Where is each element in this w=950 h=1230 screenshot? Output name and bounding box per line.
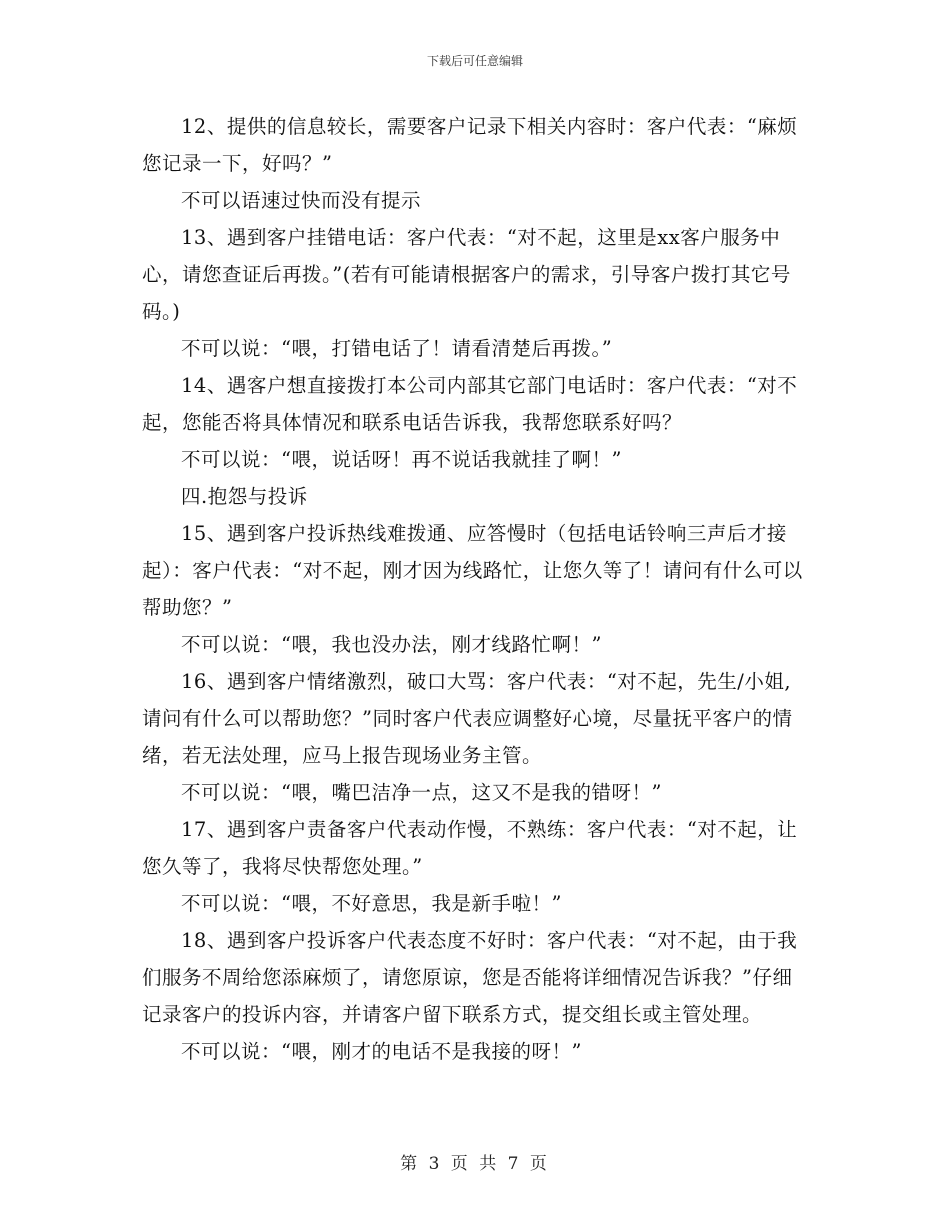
document-body xyxy=(142,108,810,1070)
paragraph-18-dont: 不可以说：“喂，刚才的电话不是我接的呀！” xyxy=(181,1040,582,1063)
paragraph-13: 13、遇到客户挂错电话：客户代表：“对不起，这里是xx客户服务中心，请您查证后再拨。”(若有可能请根据客户的需求，引导客户拨打其它号码。) xyxy=(142,226,791,323)
paragraph-18: 18、遇到客户投诉客户代表态度不好时：客户代表：“对不起，由于我们服务不周给您添麻烦了，请您原谅，您是否能将详细情况告诉我？”仔细记录客户的投诉内容，并请客户留下联系方式，提交组长或主管处理。 xyxy=(142,929,798,1026)
paragraph-17-dont: 不可以说：“喂，不好意思，我是新手啦！” xyxy=(181,892,562,915)
section-heading: 四.抱怨与投诉 xyxy=(181,485,308,508)
paragraph-16-dont: 不可以说：“喂，嘴巴洁净一点，这又不是我的错呀！” xyxy=(181,781,662,804)
paragraph-14-dont: 不可以说：“喂，说话呀！再不说话我就挂了啊！” xyxy=(181,448,622,471)
paragraph-15: 15、遇到客户投诉热线难拨通、应答慢时（包括电话铃响三声后才接起）：客户代表：“对不起，刚才因为线路忙，让您久等了！请问有什么可以帮助您？” xyxy=(142,522,803,619)
page-footer: 第 3 页 共 7 页 xyxy=(400,1154,550,1174)
paragraph-15-dont: 不可以说：“喂，我也没办法，刚才线路忙啊！” xyxy=(181,633,602,656)
paragraph-12: 12、提供的信息较长，需要客户记录下相关内容时：客户代表：“麻烦您记录一下，好吗？” xyxy=(142,115,798,175)
paragraph-16: 16、遇到客户情绪激烈，破口大骂：客户代表：“对不起，先生/小姐,请问有什么可以帮助您？”同时客户代表应调整好心境，尽量抚平客户的情绪，若无法处理，应马上报告现场业务主管。 xyxy=(142,670,793,767)
paragraph-13-dont: 不可以说：“喂，打错电话了！请看清楚后再拨。” xyxy=(181,337,613,360)
paragraph-12-dont: 不可以语速过快而没有提示 xyxy=(181,189,422,212)
paragraph-14: 14、遇客户想直接拨打本公司内部其它部门电话时：客户代表：“对不起，您能否将具体情况和联系电话告诉我，我帮您联系好吗？ xyxy=(142,374,798,434)
page-header: 下载后可任意编辑 xyxy=(426,54,523,68)
paragraph-17: 17、遇到客户责备客户代表动作慢，不熟练：客户代表：“对不起，让您久等了，我将尽快帮您处理。” xyxy=(142,818,798,878)
